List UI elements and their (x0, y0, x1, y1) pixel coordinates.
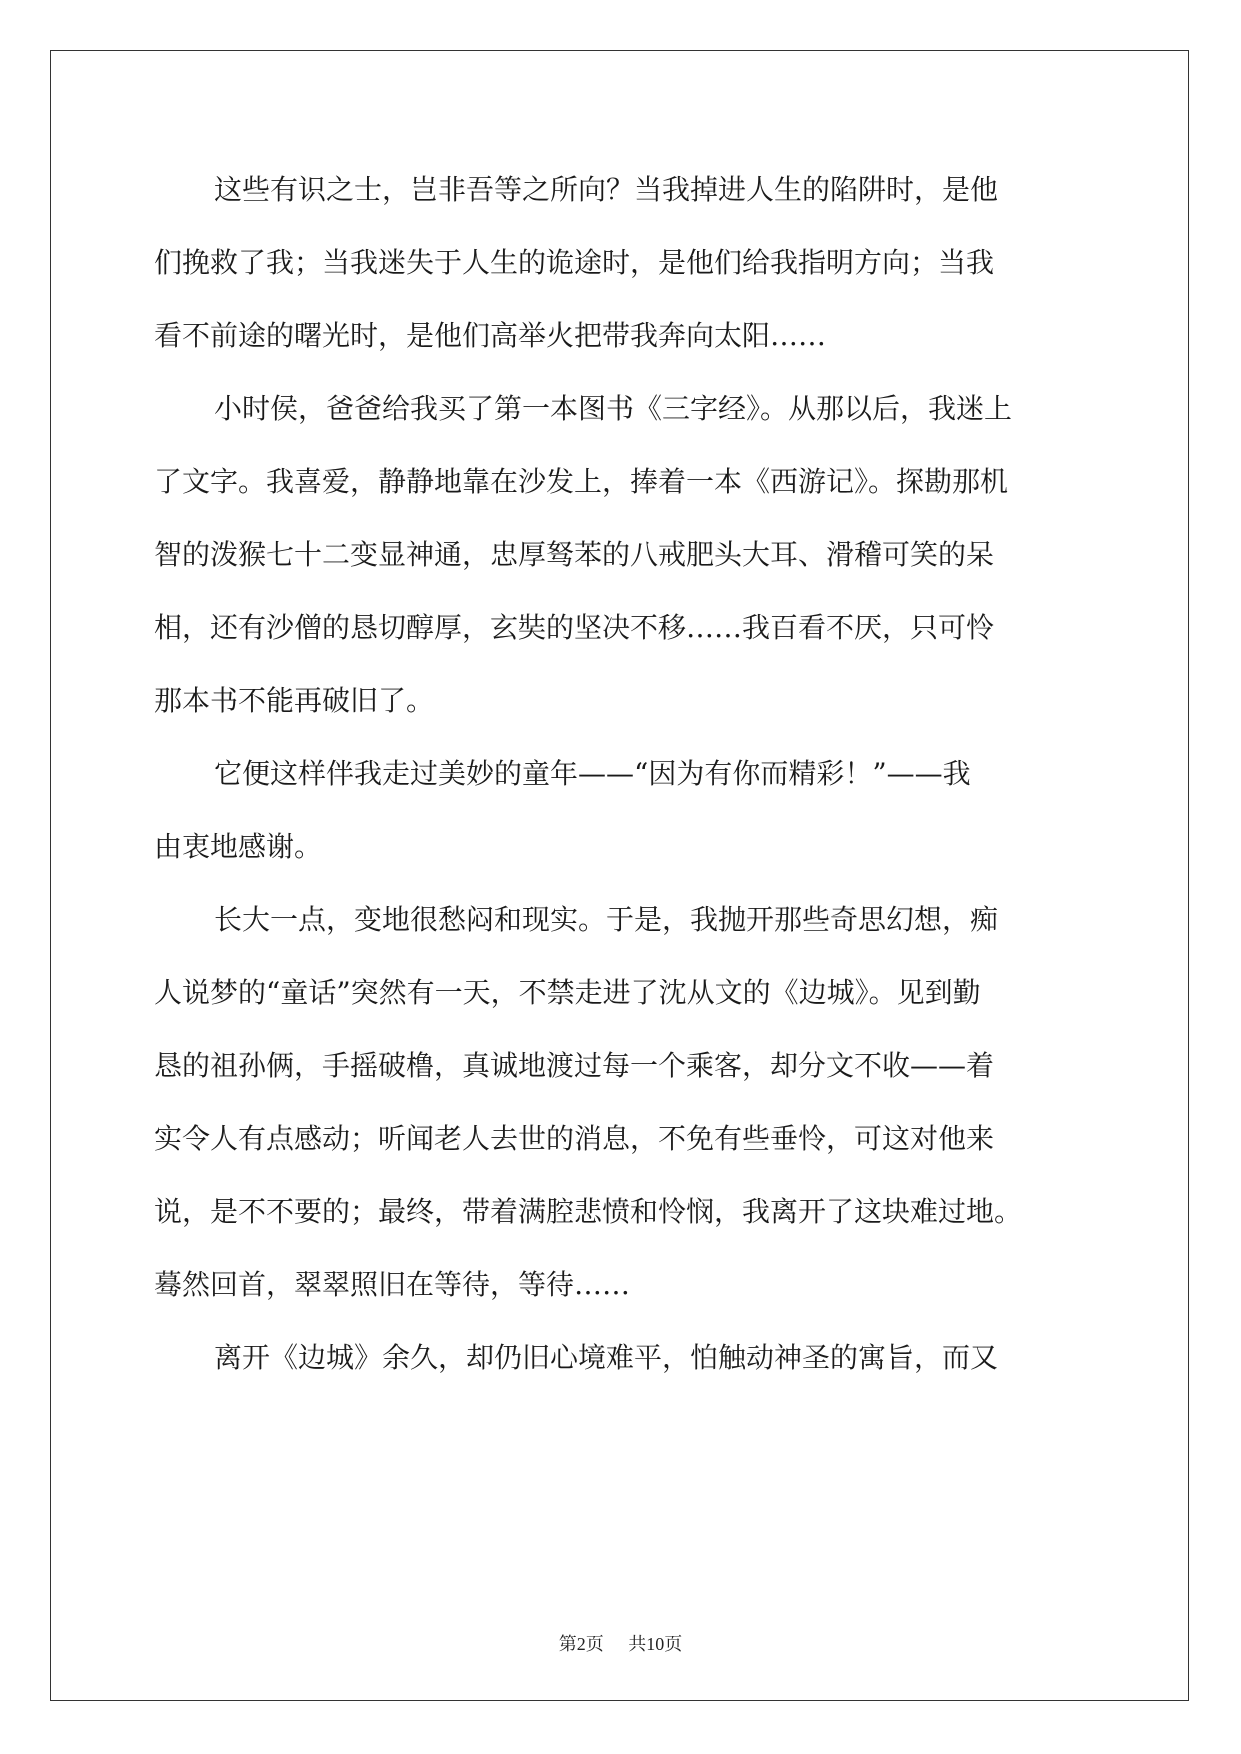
text-line: 了文字。我喜爱，静静地靠在沙发上，捧着一本《西游记》。探勘那机 (154, 465, 1009, 498)
text-line: 这些有识之士，岂非吾等之所向？当我掉进人生的陷阱时，是他 (214, 173, 999, 206)
text-line: 相，还有沙僧的恳切醇厚，玄奘的坚决不移……我百看不厌，只可怜 (154, 611, 995, 644)
page-number: 第2页 (558, 1634, 604, 1654)
text-line: 恳的祖孙俩，手摇破橹，真诚地渡过每一个乘客，却分文不收——着 (154, 1049, 995, 1082)
text-line: 它便这样伴我走过美妙的童年——“因为有你而精彩！”——我 (214, 757, 971, 790)
text-line: 长大一点，变地很愁闷和现实。于是，我抛开那些奇思幻想，痴 (214, 903, 999, 936)
text-line: 由衷地感谢。 (154, 830, 323, 863)
page-footer (0, 1630, 1241, 1656)
document-body (154, 153, 1084, 1394)
text-line: 小时侯，爸爸给我买了第一本图书《三字经》。从那以后，我迷上 (214, 392, 1013, 425)
text-line: 人说梦的“童话”突然有一天，不禁走进了沈从文的《边城》。见到勤 (154, 976, 981, 1009)
text-line: 那本书不能再破旧了。 (154, 684, 435, 717)
text-line: 们挽救了我；当我迷失于人生的诡途时，是他们给我指明方向；当我 (154, 246, 995, 279)
text-line: 智的泼猴七十二变显神通，忠厚驽苯的八戒肥头大耳、滑稽可笑的呆 (154, 538, 995, 571)
text-line: 看不前途的曙光时，是他们高举火把带我奔向太阳…… (154, 319, 827, 352)
page-total: 共10页 (628, 1634, 683, 1654)
text-line: 说，是不不要的；最终，带着满腔悲愤和怜悯，我离开了这块难过地。 (154, 1195, 1023, 1228)
text-line: 实令人有点感动；听闻老人去世的消息，不免有些垂怜，可这对他来 (154, 1122, 995, 1155)
text-line: 离开《边城》余久，却仍旧心境难平，怕触动神圣的寓旨，而又 (214, 1341, 999, 1374)
text-line: 蓦然回首，翠翠照旧在等待，等待…… (154, 1268, 631, 1301)
